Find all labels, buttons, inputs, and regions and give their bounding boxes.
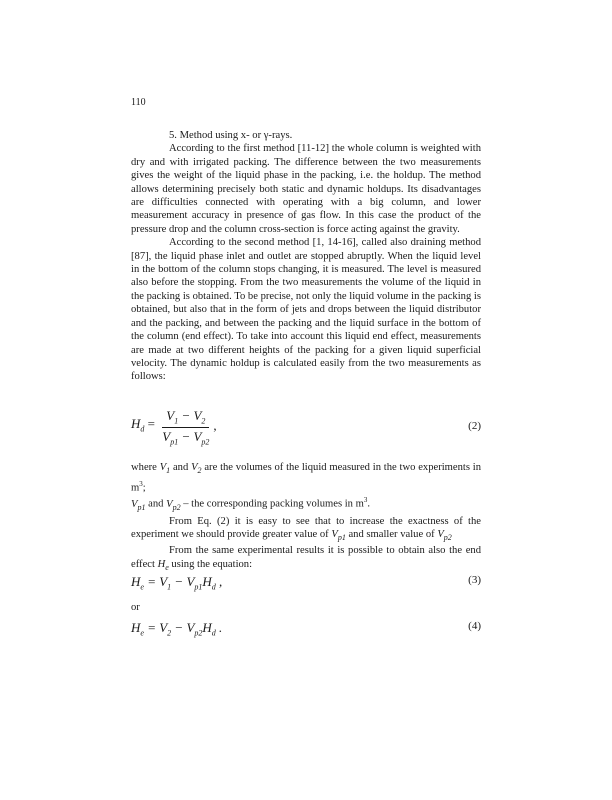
body-text-bottom — [131, 461, 481, 574]
section-heading: 5. Method using x- or γ-rays. — [169, 130, 293, 141]
eq2-tail: , — [213, 418, 217, 434]
paragraph-weighing-method: According to the first method [11-12] the whole column is weighted with dry and with irrigated packing. The difference between the two measurements gives the weight of the liquid phase in the packing, i.e. the holdup. The method allows determining precisely both static and dynamic holdups. Its disadvantages are difficulties connected with operating with a big column, and lower measurement accuracy in presence of gas flow. In this case the product of the pressure drop and the column cross-section is force acting against the gravity. — [131, 143, 481, 235]
paragraph-draining-method: According to the second method [1, 14-16], called also draining method [87], the liquid phase inlet and outlet are stopped abruptly. When the liquid level in the bottom of the column stops changing, it is measured. The level is measured also before the stopping. From the two measurements the volume of the liquid in the packing is obtained. To be precise, not only the liquid volume in the packing is obtained, but also that in the form of jets and drops between the liquid distributor and the packing, and between the packing and the liquid surface in the bottom of the column (end effect). To take into account this liquid end effect, measurements are made at two different heights of the packing for a given liquid superficial velocity. The dynamic holdup is calculated easily from the two measurements as follows: — [131, 237, 481, 383]
paragraph-exactness: From Eq. (2) it is easy to see that to increase the exactness of the experiment we should provide greater value of $V_{p1}$ and smaller value of $V_{p2}$ — [131, 515, 481, 543]
equation-2: $H_d$ = $\frac{V_1 - V_2}{V_{p1} - V_{p2}}$ , (2) — [131, 408, 481, 447]
eq2-denominator: $V_{p1} - V_{p2}$ — [162, 428, 210, 447]
eq2-numerator: $V_1 - V_2$ — [162, 408, 209, 428]
eq2-lhs-sub: d — [140, 424, 145, 434]
eq2-fraction — [162, 408, 209, 446]
eq4-label: (4) — [468, 620, 481, 632]
or-text: or — [131, 602, 140, 613]
paragraph-end-effect: From the same experimental results it is possible to obtain also the end effect $H_e$ using the equation: — [131, 545, 481, 572]
eq2-label: (2) — [468, 420, 481, 432]
page-number: 110 — [131, 97, 146, 108]
equation-3: $H_e = V_1 - V_{p1}H_d$ , (3) — [131, 574, 481, 592]
body-text-top — [131, 129, 481, 384]
eq3-label: (3) — [468, 574, 481, 586]
where-line-2: $V_{p1}$ and $V_{p2}$ – the corresponding packing volumes in $m^3$. — [131, 496, 371, 513]
where-line-1: where $V_1$ and $V_2$ are the volumes of the liquid measured in the two experiments in $m^3$; — [131, 462, 482, 494]
equation-4: $H_e = V_2 - V_{p2}H_d$ . (4) — [131, 620, 481, 638]
